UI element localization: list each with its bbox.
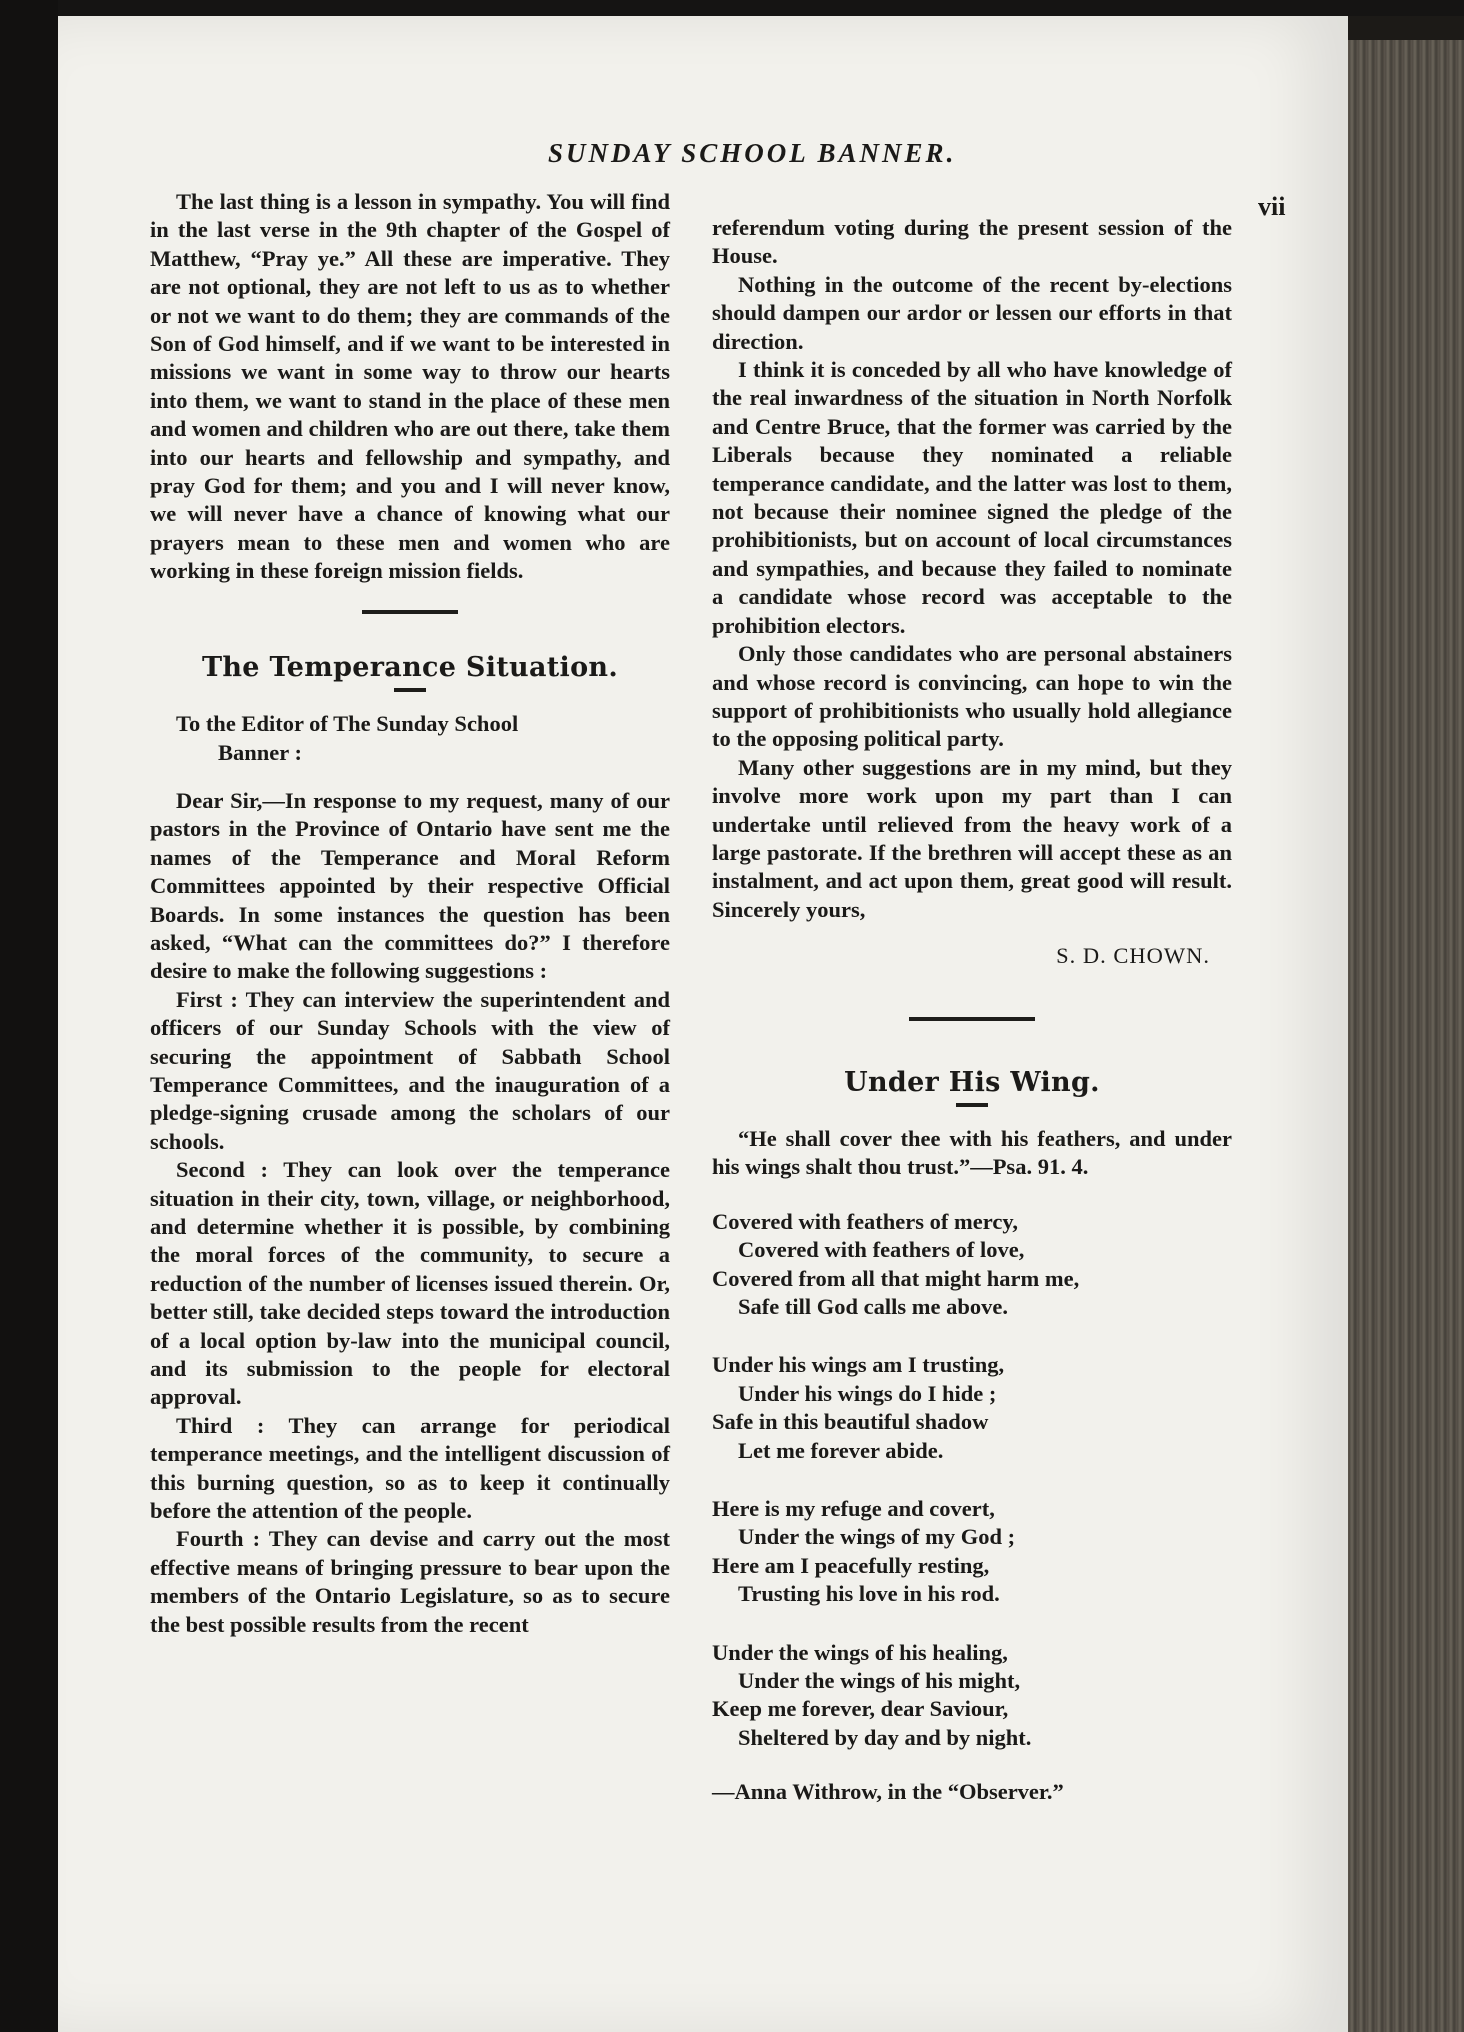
signature: S. D. CHOWN. [1056,943,1210,969]
letter-paragraph: Fourth : They can devise and carry out the most effective means of bringing pressure to bear upon the members of the Ontario Legislature, so as to secure the best possible results from the recent [150,1526,670,1637]
letter-paragraph: Dear Sir,—In response to my request, many of our pastors in the Province of Ontario have sent me the names of the Temperance and Moral Reform Committees appointed by their respective Official Boards. In some instances the question has been asked, “What can the committees do?” I therefore desire to make the following suggestions : [150,787,670,984]
letter-paragraph: Many other suggestions are in my mind, but they involve more work upon my part than I can undertake until relieved from the heavy work of a large pastorate. If the brethren will accept these as an instalment, and act upon them, great good will result. Sincerely yours, [712,754,1232,922]
poem-line: Under the wings of his might, [738,1668,1021,1694]
scan-border-top [0,0,1464,16]
scan-border-left [0,0,58,2032]
book-page-edges [1340,40,1464,2032]
right-column [712,214,1232,1807]
letter-paragraph: Nothing in the outcome of the recent by-elections should dampen our ardor or lessen our efforts in that direction. [712,271,1232,354]
salutation-line-1: To the Editor of The Sunday School [176,711,519,737]
poem-attribution: —Anna Withrow, in the “Observer.” [712,1779,1064,1805]
poem-line: Covered with feathers of love, [738,1237,1025,1263]
letter-paragraph: First : They can interview the superintendent and officers of our Sunday Schools with the view of securing the appointment of Sabbath School Temperance Committees, and the inauguration of a pledge-signing crusade among the scholars of our schools. [150,986,670,1154]
letter-paragraph: Only those candidates who are personal abstainers and whose record is convincing, can hope to win the support of prohibitionists who usually hold allegiance to the opposing political party. [712,641,1232,752]
poem-line: Let me forever abide. [738,1437,944,1463]
poem-line: Under his wings do I hide ; [738,1380,997,1406]
page-number: vii [1258,192,1286,221]
left-column [150,188,670,1639]
section-divider [362,610,458,614]
stanza [712,1495,1232,1609]
letter-paragraph: I think it is conceded by all who have knowledge of the real inwardness of the situation in North Norfolk and Centre Bruce, that the former was carried by the Liberals because they nominated a reliable temperance candidate, and the latter was lost to them, not because their nominee signed the pledge of the prohibitionists, but on account of local circumstances and sympathies, and because they failed to nominate a candidate whose record was acceptable to the prohibition electors. [712,357,1232,638]
poem-line: Covered from all that might harm me, [712,1265,1080,1291]
poem-line: Here is my refuge and covert, [712,1496,995,1522]
stanza [712,1208,1232,1322]
poem-line: Trusting his love in his rod. [738,1581,1000,1607]
letter-paragraph: Second : They can look over the temperance situation in their city, town, village, or neighborhood, and determine whether it is possible, by combining the moral forces of the community, to secure a reduction of the number of licenses issued therein. Or, better still, take decided steps toward the introduction of a local option by-law into the municipal council, and its submission to the people for electoral approval. [150,1157,670,1410]
section-divider [909,1017,1035,1021]
sympathy-paragraph: The last thing is a lesson in sympathy. You will find in the last verse in the 9th chapter of the Gospel of Matthew, “Pray ye.” All these are imperative. They are not optional, they are not left to us as to whether or not we want to do them; they are commands of the Son of God himself, and if we want to be interested in missions we want in some way to throw our hearts into them, we want to stand in the place of these men and women and children who are out there, take them into our hearts and fellowship and sympathy, and pray God for them; and you and I will never know, we will never have a chance of knowing what our prayers mean to these men and women who are working in these foreign mission fields. [150,189,670,584]
letter-continuation: referendum voting during the present session of the House. [712,215,1232,269]
article-title: The Temperance Situation. [201,651,619,683]
poem-title: Under His Wing. [844,1066,1100,1098]
poem-line: Under the wings of my God ; [738,1524,1016,1550]
stanza [712,1639,1232,1753]
salutation-line-2: Banner : [218,739,302,765]
letter-paragraph: Third : They can arrange for periodical temperance meetings, and the intelligent discussion of this burning question, so as to keep it continually before the attention of the people. [150,1412,670,1524]
poem-line: Sheltered by day and by night. [738,1724,1032,1750]
title-rule [394,688,426,692]
poem-line: Keep me forever, dear Saviour, [712,1696,1009,1722]
title-rule [956,1103,988,1107]
poem-line: Safe till God calls me above. [738,1294,1008,1319]
poem-line: Here am I peacefully resting, [712,1552,990,1578]
salutation [150,710,670,767]
poem [712,1208,1232,1753]
poem-line: Covered with feathers of mercy, [712,1208,1018,1234]
poem-line: Under his wings am I trusting, [712,1352,1005,1378]
poem-line: Under the wings of his healing, [712,1639,1008,1665]
epigraph: “He shall cover thee with his feathers, and under his wings shalt thou trust.”—Psa. 91. 4. [712,1125,1232,1180]
running-title: SUNDAY SCHOOL BANNER. [548,138,957,168]
poem-line: Safe in this beautiful shadow [712,1409,989,1435]
stanza [712,1351,1232,1465]
